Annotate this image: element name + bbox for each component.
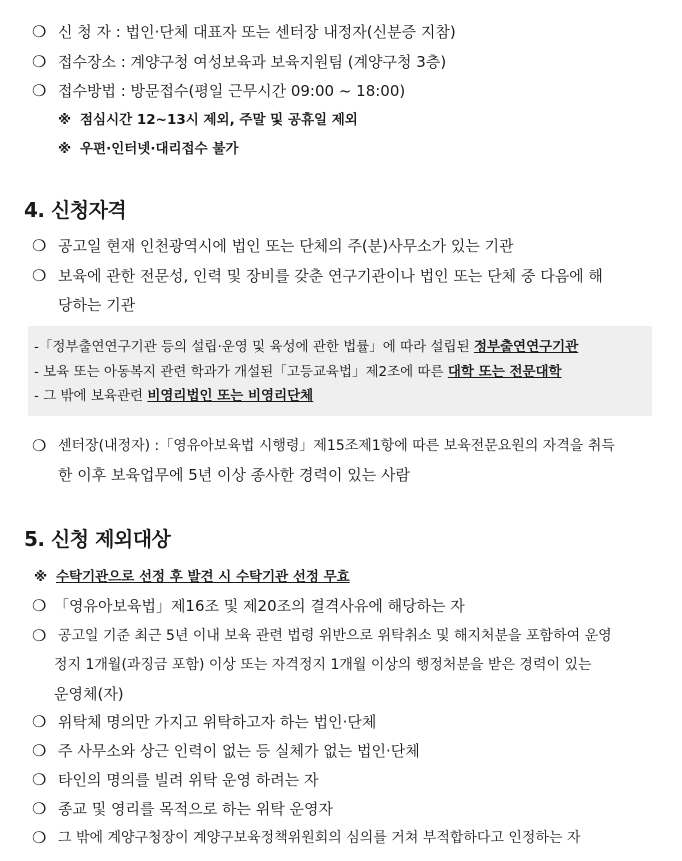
- note-lunch-text: 점심시간 12~13시 제외, 주말 및 공휴일 제외: [80, 112, 358, 128]
- exclusion-note-text: 수탁기관으로 선정 후 발견 시 수탁기관 선정 무효: [56, 569, 350, 585]
- exclusion-text: 주 사무소와 상근 인력이 없는 등 실체가 없는 법인·단체: [58, 742, 420, 760]
- exclusion-text: 「영유아보육법」제16조 및 제20조의 결격사유에 해당하는 자: [54, 597, 465, 615]
- exclusion-text: 정지 1개월(과징금 포함) 이상 또는 자격정지 1개월 이상의 행정처분을 받은 경력이 있는: [54, 657, 592, 673]
- note-mail: [58, 137, 238, 157]
- box-emphasis: 대학: [447, 364, 474, 380]
- bullet-icon: ❍: [32, 81, 47, 100]
- bullet-icon: ❍: [32, 828, 47, 847]
- exclusion-note: [34, 565, 350, 585]
- exclusion-text: 타인의 명의를 빌려 위탁 운영 하려는 자: [58, 771, 319, 789]
- bullet-icon: ❍: [32, 596, 47, 615]
- bullet-icon: ❍: [32, 236, 47, 255]
- note-mark-icon: ※: [58, 112, 72, 128]
- bullet-icon: ❍: [32, 436, 47, 455]
- exclusion-text: 그 밖에 계양구청장이 계양구보육정책위원회의 심의를 거쳐 부적합하다고 인정하는 자: [58, 830, 581, 846]
- bullet-icon: ❍: [32, 266, 47, 285]
- bullet-icon: ❍: [32, 22, 47, 41]
- qualification-text: 한 이후 보육업무에 5년 이상 종사한 경력이 있는 사람: [58, 466, 410, 484]
- box-text: - 보육 또는 아동복지 관련 학과가 개설된「고등교육법」제2조에 따른: [34, 364, 448, 380]
- exclusion-text: 종교 및 영리를 목적으로 하는 위탁 운영자: [58, 800, 333, 818]
- qualification-text: 센터장(내정자) :「영유아보육법 시행령」제15조제1항에 따른 보육전문요원의 자격을 취득: [58, 438, 615, 454]
- institution-type-box: [28, 326, 652, 416]
- section-5-title: 5. 신청 제외대상: [24, 527, 171, 551]
- exclusion-text: 운영체(자): [54, 685, 124, 703]
- bullet-icon: ❍: [32, 799, 47, 818]
- bullet-icon: ❍: [32, 741, 47, 760]
- bullet-icon: ❍: [32, 626, 47, 645]
- bullet-icon: ❍: [32, 52, 47, 71]
- exclusion-text: 위탁체 명의만 가지고 위탁하고자 하는 법인·단체: [58, 713, 377, 731]
- note-lunch: [58, 108, 358, 128]
- exclusion-text: 공고일 기준 최근 5년 이내 보육 관련 법령 위반으로 위탁취소 및 해지처분을 포함하여 운영: [58, 628, 612, 644]
- box-emphasis: 비영리법인 또는 비영리단체: [147, 388, 314, 404]
- qualification-text: 보육에 관한 전문성, 인력 및 장비를 갖춘 연구기관이나 법인 또는 단체 중 다음에 해: [58, 267, 603, 285]
- applicant-text: 신 청 자 : 법인·단체 대표자 또는 센터장 내정자(신분증 지참): [58, 23, 456, 41]
- qualification-text: 공고일 현재 인천광역시에 법인 또는 단체의 주(분)사무소가 있는 기관: [58, 237, 514, 255]
- institution-type-line: [34, 387, 313, 405]
- box-text: -「정부출연연구기관 등의 설립·운영 및 육성에 관한 법률」에 따라 설립된: [34, 339, 474, 355]
- method-text: 접수방법 : 방문접수(평일 근무시간 09:00 ~ 18:00): [58, 82, 406, 100]
- box-emphasis: 또는: [473, 364, 510, 380]
- box-emphasis: 정부출연연구기관: [473, 339, 579, 355]
- place-text: 접수장소 : 계양구청 여성보육과 보육지원팀 (계양구청 3층): [58, 53, 447, 71]
- note-mail-text: 우편·인터넷·대리접수 불가: [80, 141, 239, 157]
- note-mark-icon: ※: [58, 141, 72, 157]
- box-emphasis: 전문대학: [509, 364, 562, 380]
- bullet-icon: ❍: [32, 770, 47, 789]
- qualification-text: 당하는 기관: [58, 296, 136, 314]
- box-text: - 그 밖에 보육관련: [34, 388, 148, 404]
- section-4-title: 4. 신청자격: [24, 198, 127, 222]
- note-mark-icon: ※: [34, 569, 48, 585]
- institution-type-line: [34, 363, 562, 381]
- institution-type-line: [34, 338, 578, 356]
- bullet-icon: ❍: [32, 712, 47, 731]
